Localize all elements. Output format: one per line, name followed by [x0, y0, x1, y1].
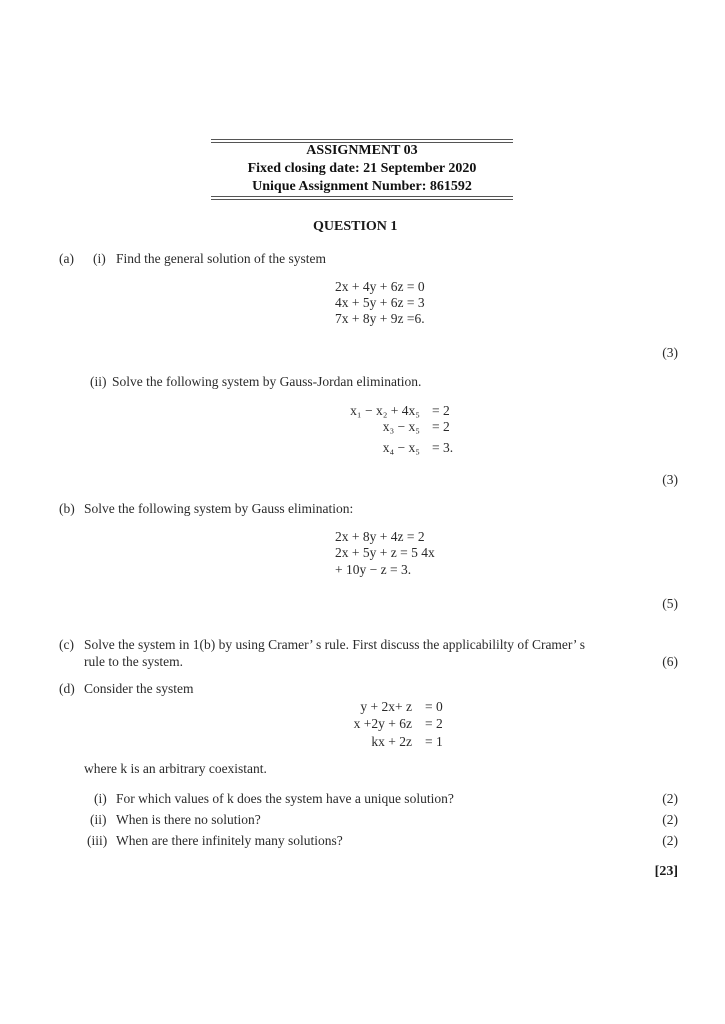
part-a-ii-label: (ii) — [90, 374, 107, 389]
part-b-equation: 2x + 5y + z = 5 4x — [335, 545, 435, 560]
part-d-label: (d) — [59, 681, 75, 696]
part-a-ii-mark: (3) — [662, 472, 678, 487]
part-d-equation-rhs: = 1 — [425, 734, 443, 749]
assignment-header — [211, 139, 513, 199]
part-c-text-line2: rule to the system. — [84, 654, 183, 669]
part-c-mark: (6) — [662, 654, 678, 669]
part-d-iii-mark: (2) — [662, 833, 678, 848]
part-a-i-equation: 7x + 8y + 9z =6. — [335, 311, 425, 326]
part-d-equation-rhs: = 2 — [425, 716, 443, 731]
part-d-equation-lhs: y + 2x+ z — [360, 699, 412, 714]
part-a-ii-equation-rhs: = 2 — [432, 419, 450, 434]
part-a-ii-equation-lhs: x₄ − x₅ — [382, 440, 420, 455]
part-d-text: Consider the system — [84, 681, 194, 696]
part-a-ii-text: Solve the following system by Gauss-Jordan elimination. — [112, 374, 422, 389]
part-c-text-line1: Solve the system in 1(b) by using Cramer’ s rule. First discuss the applicabililty of Cramer’ s — [84, 637, 586, 652]
part-a-i-text: Find the general solution of the system — [116, 251, 326, 266]
part-a-i-label: (i) — [93, 251, 106, 266]
part-d-i-mark: (2) — [662, 791, 678, 806]
part-b-label: (b) — [59, 501, 75, 516]
part-d-equation-lhs: kx + 2z — [371, 734, 412, 749]
part-d-equation-lhs: x +2y + 6z — [353, 716, 412, 731]
part-d-iii-text: When are there infinitely many solutions? — [116, 833, 343, 848]
part-a-ii-equation-rhs: = 3. — [432, 440, 454, 455]
part-a-i-equation: 2x + 4y + 6z = 0 — [335, 279, 425, 294]
part-a-i-mark: (3) — [662, 345, 678, 360]
part-d-i-label: (i) — [94, 791, 107, 806]
part-d-ii-label: (ii) — [90, 812, 107, 827]
part-a-ii-equation-rhs: = 2 — [432, 403, 450, 418]
part-d-ii-mark: (2) — [662, 812, 678, 827]
part-a-ii-equation-lhs: x₁ − x₂ + 4x₅ — [350, 403, 420, 418]
part-b-equation: 2x + 8y + 4z = 2 — [335, 529, 425, 544]
part-a-ii-equation-lhs: x₃ − x₅ — [382, 419, 420, 434]
part-a-i-equation: 4x + 5y + 6z = 3 — [335, 295, 425, 310]
total-marks: [23] — [654, 864, 678, 879]
question-title: QUESTION 1 — [313, 219, 398, 234]
unique-assignment-number: Unique Assignment Number: 861592 — [252, 179, 472, 194]
part-d-equation-rhs: = 0 — [425, 699, 443, 714]
assignment-number: ASSIGNMENT 03 — [306, 143, 418, 158]
part-d-ii-text: When is there no solution? — [116, 812, 261, 827]
part-b-mark: (5) — [662, 596, 678, 611]
closing-date: Fixed closing date: 21 September 2020 — [247, 161, 477, 176]
part-b-equation: + 10y − z = 3. — [335, 562, 412, 577]
part-d-iii-label: (iii) — [87, 833, 108, 848]
part-a-label: (a) — [59, 251, 74, 266]
part-d-i-text: For which values of k does the system have a unique solution? — [116, 791, 454, 806]
part-d-where-text: where k is an arbitrary coexistant. — [84, 761, 267, 776]
part-b-text: Solve the following system by Gauss elimination: — [84, 501, 354, 516]
part-c-label: (c) — [59, 637, 74, 652]
